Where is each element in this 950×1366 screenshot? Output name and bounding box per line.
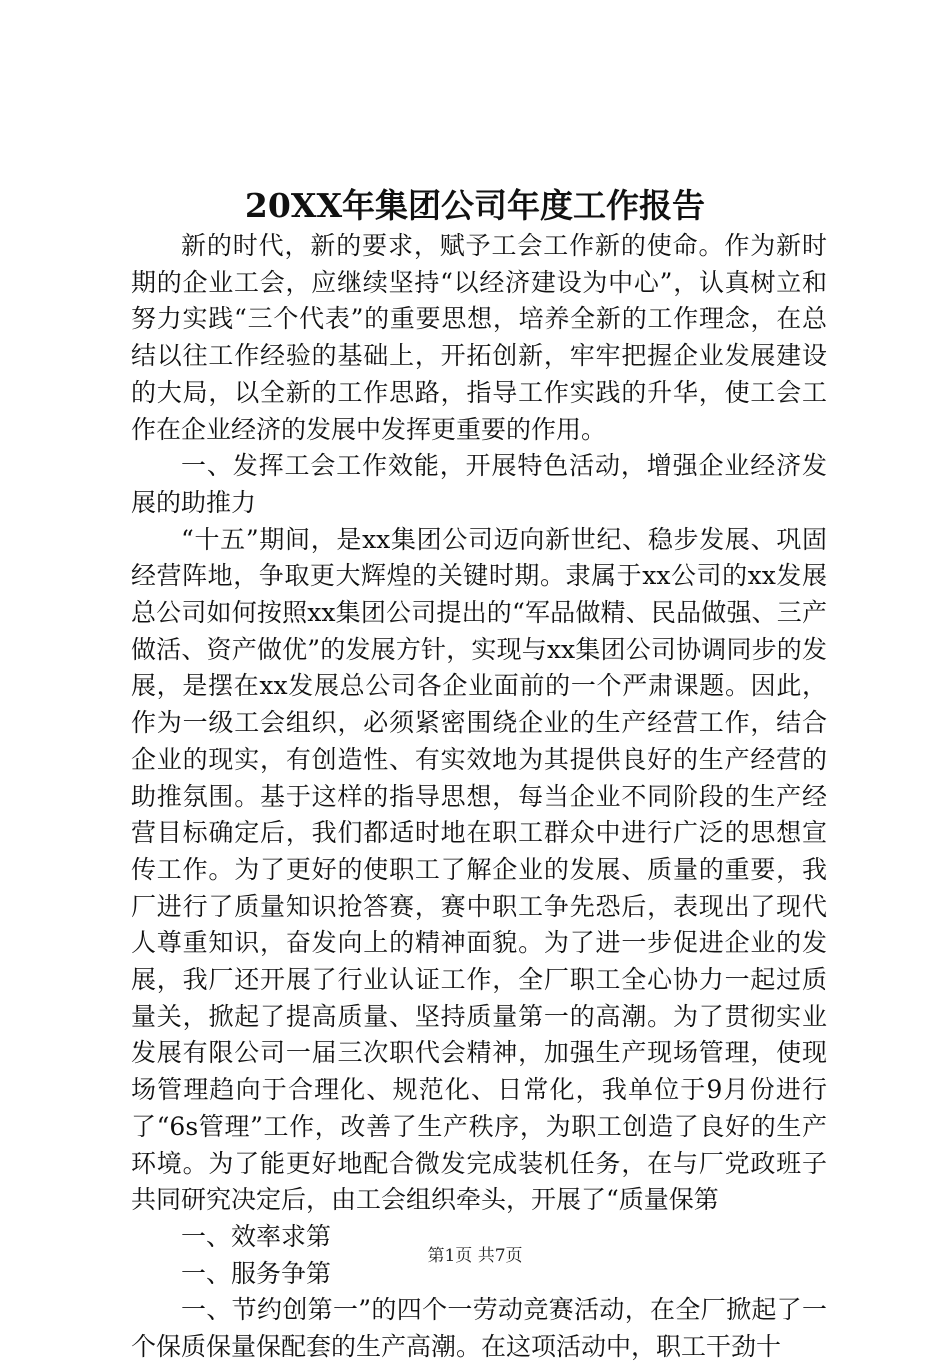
section-heading-1: 一、发挥工会工作效能，开展特色活动，增强企业经济发展的助推力 xyxy=(131,451,827,517)
paragraph-main: “十五”期间，是xx集团公司迈向新世纪、稳步发展、巩固经营阵地，争取更大辉煌的关键时期。隶属于xx公司的xx发展总公司如何按照xx集团公司提出的“军品做精、民品做强、三产做活、资产做优”的发展方针，实现与xx集团公司协调同步的发展，是摆在xx发展总公司各企业面前的一个严肃课题。因此，作为一级工会组织，必须紧密围绕企业的生产经营工作，结合企业的现实，有创造性、有实效地为其提供良好的生产经营的助推氛围。基于这样的指导思想，每当企业不同阶段的生产经营目标确定后，我们都适时地在职工群众中进行广泛的思想宣传工作。为了更好的使职工了解企业的发展、质量的重要，我厂进行了质量知识抢答赛，赛中职工争先恐后，表现出了现代人尊重知识，奋发向上的精神面貌。为了进一步促进企业的发展，我厂还开展了行业认证工作，全厂职工全心协力一起过质量关，掀起了提高质量、坚持质量第一的高潮。为了贯彻实业发展有限公司一届三次职代会精神，加强生产现场管理，使现场管理趋向于合理化、规范化、日常化，我单位于9月份进行了“6s管理”工作，改善了生产秩序，为职工创造了良好的生产环境。为了能更好地配合微发完成装机任务，在与厂党政班子共同研究决定后，由工会组织牵头，开展了“质量保第 xyxy=(131,524,827,1215)
page-footer: 第1页 共7页 xyxy=(427,1246,523,1266)
paragraph-continued: 一、节约创第一”的四个一劳动竞赛活动，在全厂掀起了一个保质保量保配套的生产高潮。在这项活动中，职工干劲十 xyxy=(131,1295,827,1362)
list-item-efficiency: 一、效率求第 xyxy=(181,1221,332,1251)
list-item-service: 一、服务争第 xyxy=(181,1258,332,1288)
document-body xyxy=(131,228,827,1366)
document-title: 20XX年集团公司年度工作报告 xyxy=(244,186,706,225)
paragraph-intro: 新的时代，新的要求，赋予工会工作新的使命。作为新时期的企业工会，应继续坚持“以经济建设为中心”，认真树立和努力实践“三个代表”的重要思想，培养全新的工作理念，在总结以往工作经验的基础上，开拓创新，牢牢把握企业发展建设的大局，以全新的工作思路，指导工作实践的升华，使工会工作在企业经济的发展中发挥更重要的作用。 xyxy=(131,231,827,444)
